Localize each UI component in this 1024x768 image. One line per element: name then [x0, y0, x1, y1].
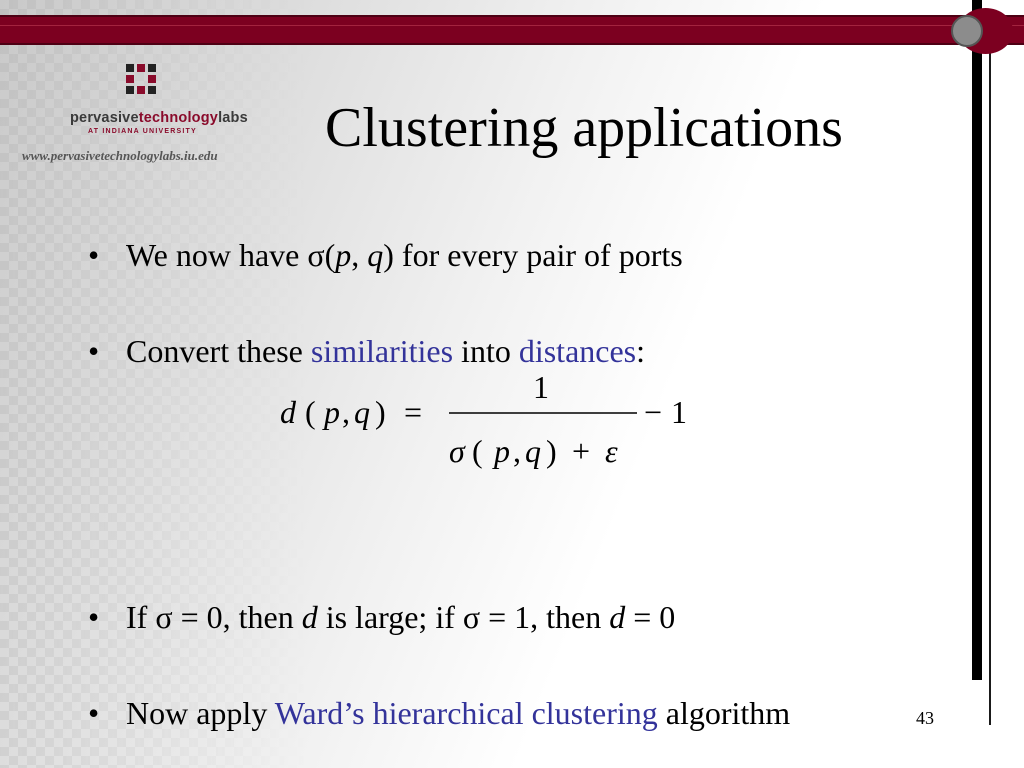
- formula-plus: +: [572, 433, 591, 469]
- formula-comma: ,: [342, 394, 350, 430]
- formula-minus: −: [644, 394, 663, 430]
- top-accent-bar: [0, 15, 1024, 45]
- right-vertical-bar: [972, 0, 982, 680]
- distance-formula: [262, 365, 722, 475]
- formula-q: q: [354, 394, 370, 430]
- formula-sigma: σ: [449, 433, 465, 469]
- right-vertical-line: [989, 30, 991, 725]
- formula-equals: =: [404, 394, 423, 430]
- formula-den-rparen: ): [546, 433, 557, 469]
- formula-den-lparen: (: [472, 433, 483, 469]
- logo-url: www.pervasivetechnologylabs.iu.edu: [22, 148, 218, 163]
- logo-icon: [126, 64, 156, 94]
- formula-den-q: q: [525, 433, 541, 469]
- logo-subtitle: AT INDIANA UNIVERSITY: [88, 128, 197, 135]
- bullet-item: • Convert these similarities into distances:: [88, 332, 888, 370]
- formula-den-comma: ,: [513, 433, 521, 469]
- top-bar-highlight: [0, 25, 1024, 26]
- formula-den-p: p: [494, 433, 510, 469]
- bullet-item: • If σ = 0, then d is large; if σ = 1, then d = 0: [88, 598, 888, 636]
- formula-d: d: [280, 394, 296, 430]
- formula-p: p: [324, 394, 340, 430]
- slide-title: Clustering applications: [325, 97, 843, 159]
- logo-wordmark: pervasivetechnologylabs: [70, 110, 248, 126]
- bullet-item: • Now apply Ward’s hierarchical clustering algorithm: [88, 694, 886, 732]
- formula-numerator: 1: [533, 369, 549, 405]
- corner-dot: [951, 15, 983, 47]
- page-number: 43: [916, 708, 934, 728]
- formula-rparen: ): [375, 394, 386, 430]
- bullet-item: • We now have σ(p, q) for every pair of ports: [88, 236, 888, 274]
- formula-lparen: (: [305, 394, 316, 430]
- formula-epsilon: ε: [605, 433, 618, 469]
- ward-clustering-term: Ward’s hierarchical clustering: [274, 695, 658, 731]
- similarities-term: similarities: [310, 333, 454, 369]
- distances-term: distances: [518, 333, 637, 369]
- formula-one: 1: [671, 394, 687, 430]
